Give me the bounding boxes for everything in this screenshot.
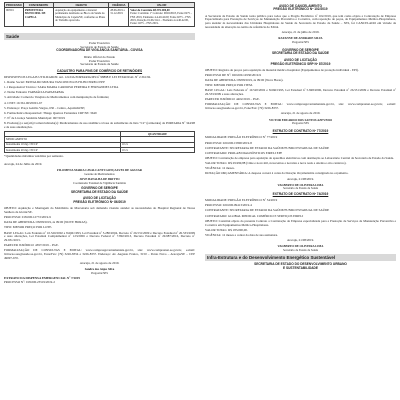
extrato-line: VALOR TOTAL: R$ 29.999,88 (vinte e nove mil, novecentos e noventa e nove reais e oitenta e oito centavos). <box>205 161 347 166</box>
extrato-line: CONTRATANTE: SECRETARIA DE ESTADO DA SAÚDE/FUNDO ESTADUAL DE SAÚDE <box>205 145 330 150</box>
governo-heading: GOVERNO DE SERGIPE <box>81 186 118 191</box>
list-item: 2. Nome Fantasia: FARMÁCIA PAPAFARMA <box>4 90 64 95</box>
table-cell: 10 cx <box>120 148 194 153</box>
signature-role: Secretário de Estado da Saúde <box>283 247 318 252</box>
date-line: Aracaju, 21 de agosto de 2019. <box>280 111 321 116</box>
secretaria-heading: SECRETARIA DE ESTADO DA SAÚDE <box>70 189 129 194</box>
poder-label: Poder Executivo <box>88 40 111 45</box>
list-item: 3. Atividade: Comercio Varejista de Medicamentos com manipulação de fórmulas; <box>4 95 110 100</box>
secretaria-heading: E SUSTENTABILIDADE <box>282 265 318 270</box>
list-item: 5. Endereço: Praça Getúlio Vargas, 630 – Centro, Aquidabã/SE; <box>4 105 86 110</box>
quantity-table <box>4 131 195 153</box>
extrato-line: OBJETO: Constitui objeto do presente Contrato a Contratação de Empresa especializada para a Prestação de Serviços de Manutenção Preventiva e Corretiva em Equipamentos Médico-Hospitalares. <box>205 218 396 227</box>
date-line: Aracaju, 21/08/2019. <box>287 237 314 242</box>
signature-role: Coordenador Estadual de Vigilância Sanitária <box>73 180 126 185</box>
aviso-cancel-title: AVISO DE CANCELAMENTO <box>279 3 322 8</box>
signature-role: Pregoeiro/SES <box>291 121 310 126</box>
list-item: 4. CNPJ: 19.361.063/0001-67 <box>4 100 43 105</box>
processo-text: PROCESSO: 018.000.12772/2019-9 <box>4 215 51 220</box>
governo-heading: GOVERNO DE SERGIPE <box>282 47 319 52</box>
base-legal-text: BASE LEGAL: Leis Federais nº 10.520/2002 e 8.666/1993, Lei Estadual nº 5.280/2004, Decreto nº 26.531/2009 e Decreto Estadual nº 26.533/2009 e suas alterações, Lei Estadual Complementar nº 123/2006 e Decreto Federal nº 7.892/2013, Decreto Estadual nº 29.987/2016, Decreto nº 29.931/2015. <box>4 230 195 243</box>
signature-name: Sandra dos Anjos Silva <box>84 267 115 272</box>
parecer-text: PARECER JURÍDICO: 4402/2019 – PGE. <box>205 97 260 102</box>
list-item: 1. Razão Social: ERIVALDO MOURA VASCONCELOS FILHO EIRELI EPP <box>4 79 105 84</box>
table-header: VALOR <box>129 3 195 8</box>
extrato-line: MODALIDADE: PREGÃO ELETRÔNICO Nº 54/2019 <box>205 198 278 203</box>
pregao-srp-title: PREGÃO ELETRÔNICO SRP Nº 87/2019 <box>270 61 331 66</box>
extrato-title: EXTRATO DE CONTRATO Nº 74/2019 <box>272 191 329 196</box>
extrato-line: VIGÊNCIA: 12 meses. <box>205 166 235 171</box>
parecer-text: PARECER JURÍDICO: 4397/2019 – PGE. <box>4 243 59 248</box>
diario-label: Diário Oficial do Estado <box>83 54 116 59</box>
list-item: 7. Nº de Licença Sanitária Municipal: 067/2019 <box>4 116 65 121</box>
extrato-line: CONTRATANTE: SECRETARIA DE ESTADO DA SAÚDE/FUNDO ESTADUAL DE SAÚDE <box>205 208 330 213</box>
table-header: PROCESSO <box>6 2 22 7</box>
aviso-title: AVISO DE LICITAÇÃO <box>83 196 116 201</box>
table-header: OBJETO <box>54 3 109 8</box>
list-item: 1.1 Responsável Técnico: SARA MARIA CARDOSO PEREIRA E FERNANDES LTDA <box>4 85 119 90</box>
table-cell: Isotretinoína 10 mg c/30 CP <box>5 142 121 147</box>
extrato-title: EXTRATO DA DISPENSA EMERGENCIAL Nº 7/2019 <box>4 276 80 281</box>
signature-name: VALBERTO DE OLIVEIRA LIMA <box>277 182 324 187</box>
extrato-title: EXTRATO DE CONTRATO Nº 77/2019 <box>272 129 329 134</box>
right-column <box>205 2 396 271</box>
extrato-line: PROCESSO: 020.000.09413/2019-4 <box>205 203 252 208</box>
extrato-line: CONTRATADO: GLOBAL MEDICAL COMÉRCIO E SERVIÇOS EIRELI <box>205 213 304 218</box>
secretaria-heading: SECRETARIA DE ESTADO DO DESENVOLVIMENTO URBANO <box>254 261 347 266</box>
gazette-page <box>4 2 396 398</box>
signature-role: Pregoeira/SES <box>292 39 309 44</box>
left-column <box>4 2 195 285</box>
qty-header: QUANTIDADE <box>120 132 194 137</box>
data-abertura-text: DATA DE ABERTURA: 08/08/2019, às 09:00 (NOVE HORAS). <box>4 220 88 225</box>
extrato-line: OBJETO: Contratação de empresa para aquisição de aparelhos eletrônicos com destinação ao Laboratório Central da Secretaria de Estado da Saúde. <box>205 156 394 160</box>
data-abertura-text: DATA DE ABERTURA: 08/08/2019, às 09:00 (Nove Horas). <box>205 78 284 83</box>
base-legal-text: BASE LEGAL: Leis Federais nº 10.520/2002 e 8.666/1993, Lei Estadual nº 5.848/2006, Decreto Estadual nº 26.531/2009 e Decreto Estadual nº 26.533/2009 e suas alterações. <box>205 88 396 97</box>
table-cell: 00/001 <box>5 8 24 27</box>
table-cell: PREFEITURA MUNICIPAL DE CAPELA <box>23 8 53 27</box>
coordenadoria-title: COORDENADORIA DE VIGILÂNCIA SANITÁRIA - COVISA <box>56 48 143 53</box>
table-cell: MEDICAMENTO <box>5 137 121 142</box>
signature-name: VICTOR EDUARDO DOS SANTOS AZEVEDO <box>269 117 332 122</box>
extrato-line: DOTAÇÃO ORÇAMENTÁRIA: A despesa correrá à conta da Dotação Orçamentária consignada no orçamento. <box>205 171 349 176</box>
tipo-text: TIPO: MENOR PREÇO POR ITEM. <box>205 83 253 88</box>
extrato-line: VALOR TOTAL: R$ 183.000,00. <box>205 227 248 232</box>
date-line: Aracaju, 21 de agosto de 2019. <box>79 261 120 266</box>
aviso-title: AVISO DE LICITAÇÃO <box>284 57 317 62</box>
convenio-table <box>4 2 195 27</box>
section-title-infra: Infra-Estrutura e do Desenvolvimento Energético Sustentável <box>205 254 396 261</box>
extrato-line: PROCESSO: 020.000.15800/2019-8 <box>205 140 252 145</box>
qty-note: *Quantidades máximas vendidas por semestre. <box>4 154 64 159</box>
table-cell: 10 cx <box>120 142 194 147</box>
tipo-text: TIPO: MENOR PREÇO POR LOTE. <box>4 225 53 230</box>
extrato-line: CONTRATADO: PROLAB DIAGNÓSTICOS EIRELI EPP <box>205 150 283 155</box>
signature-role: Pregoeira/SES <box>91 270 108 275</box>
cadastro-title: CADASTRO PARA FINS DE COMÉRCIO DE RETINÓIDES <box>56 68 143 73</box>
pregao-cancel-title: PREGÃO ELETRÔNICO Nº 102/2019 <box>273 7 328 12</box>
processo-text: PROCESSO DE Nº: 020.000.12930/2019-9 <box>205 72 261 77</box>
list-item: 6. Farmacêutico Responsável: Thiago Queiroz Fernandes CRF/SE: 3649 <box>4 110 97 115</box>
date-line: Aracaju, 21 de julho de 2019. <box>281 29 320 34</box>
valor-detail: Fonte: Convênio 1º Controle: 0020/2018, Fonte 0275 – FNS 2019, Elemento 4.4.40.42.00; Fonte 0275 – FNS 2019, Dotação 01.06.3141 – Elemento 4.4.40.42.00, Fonte: 0275 – FNS 2019. <box>130 12 193 26</box>
signature-role: Secretário de Estado da Saúde <box>283 186 318 191</box>
date-line: Aracaju, 24 de Julho de 2019. <box>4 161 43 166</box>
valor-label: Valor de Convênio R$ 872.000,00 <box>130 9 170 13</box>
table-row <box>5 148 195 153</box>
signature-name: JOVE BATALHA DE BRITTO <box>79 177 120 182</box>
formalizacao-text: FORMALIZAÇÃO DE CONSULTAS E EDITAL: www.comprasgovernamentais.gov.br, site: www.comprasnet.se.gov.br, e-mail: licitacao.ses@saude.se.gov.br, Fone/Fax: (79) 3226-8337. <box>205 102 396 111</box>
objeto-text: OBJETO: Aquisição e Montagem do Mobiliário de Marcenaria sob demanda visando atender as necessidades do Hospital Regional de Nossa Senhora da Glória/SE. <box>4 206 195 214</box>
extrato-line: MODALIDADE: PREGÃO ELETRÔNICO Nº 77/2019 <box>205 135 278 140</box>
poder-label-2: Poder Executivo <box>88 58 111 63</box>
table-cell: Aquisição de equipamento e material permanente destinado ao Bloco da Saúde do Município de Capela/SE, conforme ao Plano de Trabalho aprovado. <box>54 8 109 27</box>
table-header: CONVENENTE <box>23 3 53 8</box>
pregao-title: PREGÃO ELETRÔNICO Nº 86/2019 <box>73 199 126 204</box>
table-cell: 28.06.2019 a 31.12.2019 <box>109 8 129 27</box>
formalizacao-text: FORMALIZAÇÃO DE CONSULTAS E EDITAL: www.comprasgovernamentais.gov.br, site: www.comprasnet.se.gov.br, e-mail: licitacao.ses@saude.se.gov.br, Fone/Fax: (79) 3226-8354 e 3226-8337. Endereço: Av. Augusto Franco, 3150 – Ponto Novo – Aracaju/SE – CEP 49097-670. <box>4 248 195 260</box>
secretaria-heading: SECRETARIA DE ESTADO DA SAÚDE <box>271 51 330 56</box>
table-header: VIGÊNCIA <box>109 3 129 8</box>
signature-role: Gerente de Medicamentos <box>84 171 115 176</box>
extrato-line: VIGÊNCIA: 12 meses a contar da data de sua assinatura. <box>205 232 278 237</box>
extrato-processo: PROCESSO Nº: 018.000.23519/2019-2 <box>4 280 55 285</box>
date-line: Aracaju, 21/08/2019. <box>287 176 314 181</box>
intro-paragraph: A Secretaria de Estado da Saúde torna público para todos que o Pregão Eletrônico nº 102/2019, que tem como objeto a Contratação de Empresa Especializada para Prestação de Serviços de Manutenção Preventiva e Corretiva, com reposição de peças, de Equipamentos Médico-Hospitalares, para atender às necessidades das Unidades Hospitalares de Saúde da Secretaria de Estado da Saúde – SES, foi CANCELADO em virtude da necessidade de alteração no termo de referência do Edital. <box>205 13 396 29</box>
signature-name: FILOMENA MARIA CAVALCANTI GONÇALVES DE AGUIAR <box>57 168 142 173</box>
section-title-saude: Saúde <box>4 33 195 40</box>
table-cell <box>129 8 195 27</box>
signature-name: VALBERTO DE OLIVEIRA LIMA <box>277 244 324 249</box>
table-cell: Isotretinoína 20 mg c/30 CP <box>5 148 121 153</box>
cadastro-items <box>4 81 195 130</box>
table-row <box>5 8 195 27</box>
objeto-text: OBJETO: Registro de preços para aquisição de material médico hospitalar (Equipamentos de proteção individual - EPI). <box>205 67 359 72</box>
secretaria-label: Secretaria de Estado da Saúde <box>80 44 119 49</box>
list-item: 8. Produto(s) a ser(em) Comercializado(s): Medicamentos de uso sistêmico à base de substâncias da lista "C2" (retinoides) da PORTARIA Nº 344/98 e de suas atualizações. <box>4 121 195 129</box>
cadastro-intro: DISPOSITIVOS LEGAIS UTILIZADOS: Art. 124 DA PORTARIA MS/nº 98898 E LEI ESTADUAL Nº 2.361/92. <box>4 74 152 79</box>
signature-name: RAYANNE DE ANDRADE SILVA <box>278 36 323 41</box>
secretaria-label-2: Secretaria de Estado da Saúde <box>80 62 119 67</box>
